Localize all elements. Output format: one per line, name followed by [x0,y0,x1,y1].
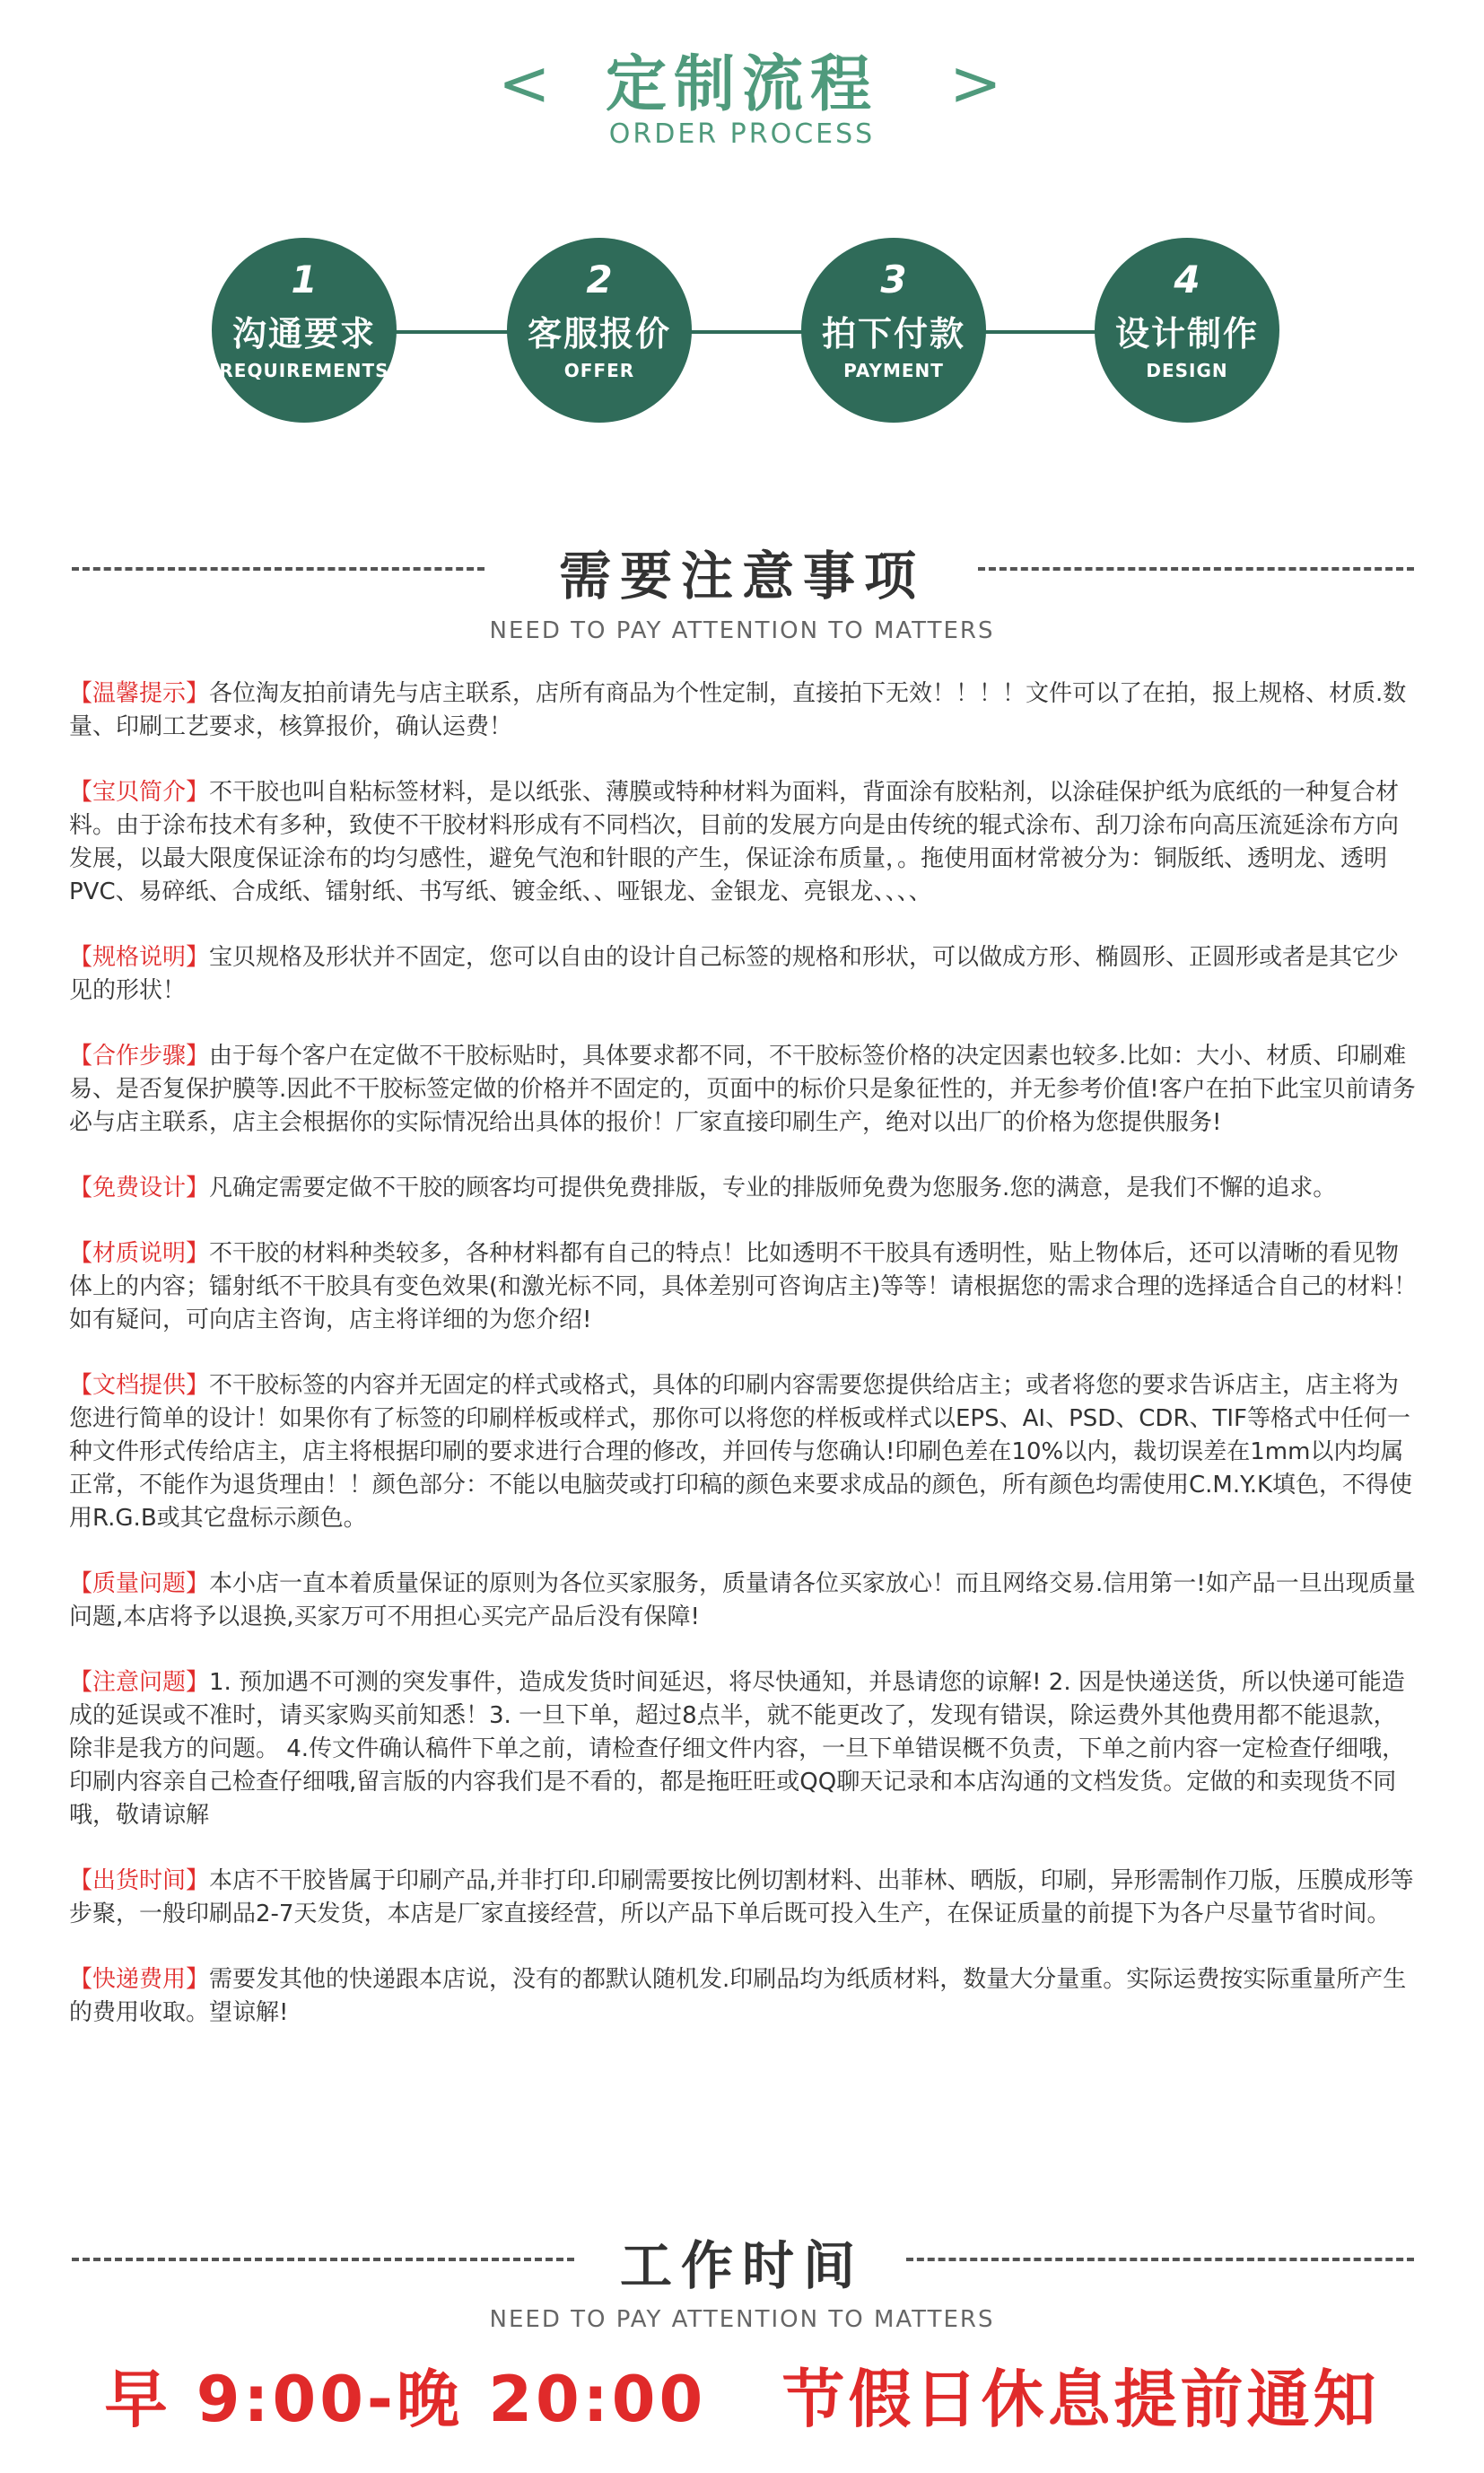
notice-section-subtitle: NEED TO PAY ATTENTION TO MATTERS [489,617,995,644]
notice-tag: 【免费设计】 [69,1175,210,1202]
step-label-en: DESIGN [1146,360,1228,381]
step-offer [507,238,692,423]
work-hours-time: 早 9:00-晚 20:00 [104,2363,707,2436]
step-number: 1 [291,258,318,301]
notice-section-heading [0,534,1484,651]
chevron-left-icon: < [498,47,551,120]
notice-text: 本小店一直本着质量保证的原则为各位买家服务，质量请各位买家放心！而且网络交易.信用第一!如产品一旦出现质量问题,本店将予以退换,买家万可不用担心买完产品后没有保障! [69,1570,1416,1630]
notice-item [69,1237,1419,1337]
notice-tag: 【注意问题】 [69,1669,210,1696]
notice-tag: 【宝贝简介】 [69,779,210,806]
notice-tag: 【合作步骤】 [69,1043,210,1070]
notice-tag: 【规格说明】 [69,944,210,971]
notice-tag: 【文档提供】 [69,1372,210,1399]
step-label: 沟通要求 [231,314,376,354]
step-label-en: OFFER [563,360,635,381]
holiday-notice: 节假日休息提前通知 [781,2363,1380,2436]
notice-section-title: 需要注意事项 [558,546,925,607]
notice-item [69,1568,1419,1634]
notice-tag: 【温馨提示】 [69,680,210,707]
step-label: 拍下付款 [821,314,965,354]
step-number: 4 [1174,258,1200,301]
process-connector-line [301,330,1187,334]
notice-item [69,1963,1419,2030]
step-label: 客服报价 [527,314,671,354]
work-time-title: 工作时间 [619,2235,864,2296]
page-title: 定制流程 [605,49,878,120]
notice-text: 本店不干胶皆属于印刷产品,并非打印.印刷需要按比例切割材料、出菲林、晒版，印刷，异形需制作刀版，压膜成形等步聚，一般印刷品2-7天发货，本店是厂家直接经营，所以产品下单后既可投入生产，在保证质量的前提下为各户尽量节省时间。 [69,1867,1414,1927]
notice-item [69,1040,1419,1140]
notice-text: 由于每个客户在定做不干胶标贴时，具体要求都不同，不干胶标签价格的决定因素也较多.比如：大小、材质、印刷难易、是否复保护膜等.因此不干胶标签定做的价格并不固定的，页面中的标价只是象征性的，并无参考价值!客户在拍下此宝贝前请务必与店主联系，店主会根据你的实际情况给出具体的报价！厂家直接印刷生产，绝对以出厂的价格为您提供服务! [69,1043,1416,1136]
step-label-en: PAYMENT [843,360,944,381]
process-steps [0,238,1484,426]
notice-text: 宝贝规格及形状并不固定，您可以自由的设计自己标签的规格和形状，可以做成方形、椭圆形、正圆形或者是其它少见的形状！ [69,944,1400,1004]
notice-text: 不干胶也叫自粘标签材料，是以纸张、薄膜或特种材料为面料，背面涂有胶粘剂，以涂硅保护纸为底纸的一种复合材料。由于涂布技术有多种，致使不干胶材料形成有不同档次，目前的发展方向是由传统的辊式涂布、刮刀涂布向高压流延涂布方向发展，以最大限度保证涂布的均匀感性，避免气泡和针眼的产生，保证涂布质量，。拖使用面材常被分为：铜版纸、透明龙、透明PVC、易碎纸、合成纸、镭射纸、书写纸、镀金纸、、哑银龙、金银龙、亮银龙、、、、 [69,779,1400,905]
page-subtitle: ORDER PROCESS [608,118,876,150]
step-label: 设计制作 [1114,314,1259,354]
notice-item [69,1666,1419,1832]
notice-text: 各位淘友拍前请先与店主联系，店所有商品为个性定制，直接拍下无效！！！！文件可以了在拍，报上规格、材质.数量、印刷工艺要求，核算报价，确认运费！ [69,680,1407,740]
step-number: 3 [880,258,907,301]
step-payment [801,238,986,423]
notice-item [69,1369,1419,1535]
notice-text: 1. 预加遇不可测的突发事件，造成发货时间延迟，将尽快通知，并恳请您的谅解! 2. 因是快递送货，所以快递可能造成的延误或不准时，请买家购买前知悉！3. 一旦下单，超过8点半，就不能更改了，发现有错误，除运费外其他费用都不能退款，除非是我方的问题。 4.传文件确认稿件下单之前，请检查仔细文件内容，一旦下单错误概不负责，下单之前内容一定检查仔细哦，印刷内容亲自己检查仔细哦,留言版的内容我们是不看的，都是拖旺旺或QQ聊天记录和本店沟通的文档发货。定做的和卖现货不同哦，敬请谅解 [69,1669,1406,1829]
notice-text: 凡确定需要定做不干胶的顾客均可提供免费排版，专业的排版师免费为您服务.您的满意，是我们不懈的追求。 [209,1175,1337,1202]
notice-tag: 【出货时间】 [69,1867,210,1894]
notice-item [69,1865,1419,1931]
order-process-header [0,36,1484,162]
notice-tag: 【质量问题】 [69,1570,210,1597]
notice-item [69,776,1419,909]
notice-list [69,677,1419,2062]
notice-text: 需要发其他的快递跟本店说，没有的都默认随机发.印刷品均为纸质材料，数量大分量重。实际运费按实际重量所产生的费用收取。望谅解! [69,1966,1407,2026]
step-number: 2 [586,258,613,301]
step-requirements [212,238,397,423]
work-time-heading [0,2224,1484,2340]
notice-tag: 【快递费用】 [69,1966,210,1993]
work-hours [0,2349,1484,2440]
divider-right [978,567,1414,571]
notice-tag: 【材质说明】 [69,1240,210,1267]
chevron-right-icon: > [949,47,1002,120]
notice-item [69,1172,1419,1205]
notice-text: 不干胶的材料种类较多，各种材料都有自己的特点！比如透明不干胶具有透明性，贴上物体后，还可以清晰的看见物体上的内容；镭射纸不干胶具有变色效果(和激光标不同，具体差别可咨询店主)等等！请根据您的需求合理的选择适合自己的材料！如有疑问，可向店主咨询，店主将详细的为您介绍! [69,1240,1418,1333]
notice-item [69,941,1419,1008]
divider-right [906,2258,1414,2261]
step-label-en: REQUIREMENTS [219,360,389,381]
notice-item [69,677,1419,744]
notice-text: 不干胶标签的内容并无固定的样式或格式，具体的印刷内容需要您提供给店主；或者将您的要求告诉店主，店主将为您进行简单的设计！如果你有了标签的印刷样板或样式，那你可以将您的样板或样式以EPS、AI、PSD、CDR、TIF等格式中任何一种文件形式传给店主，店主将根据印刷的要求进行合理的修改，并回传与您确认!印刷色差在10%以内，裁切误差在1mm以内均属正常，不能作为退货理由！！颜色部分：不能以电脑荧或打印稿的颜色来要求成品的颜色，所有颜色均需使用C.M.Y.K填色，不得使用R.G.B或其它盘标示颜色。 [69,1372,1413,1532]
work-time-subtitle: NEED TO PAY ATTENTION TO MATTERS [489,2306,995,2333]
step-design [1095,238,1279,423]
